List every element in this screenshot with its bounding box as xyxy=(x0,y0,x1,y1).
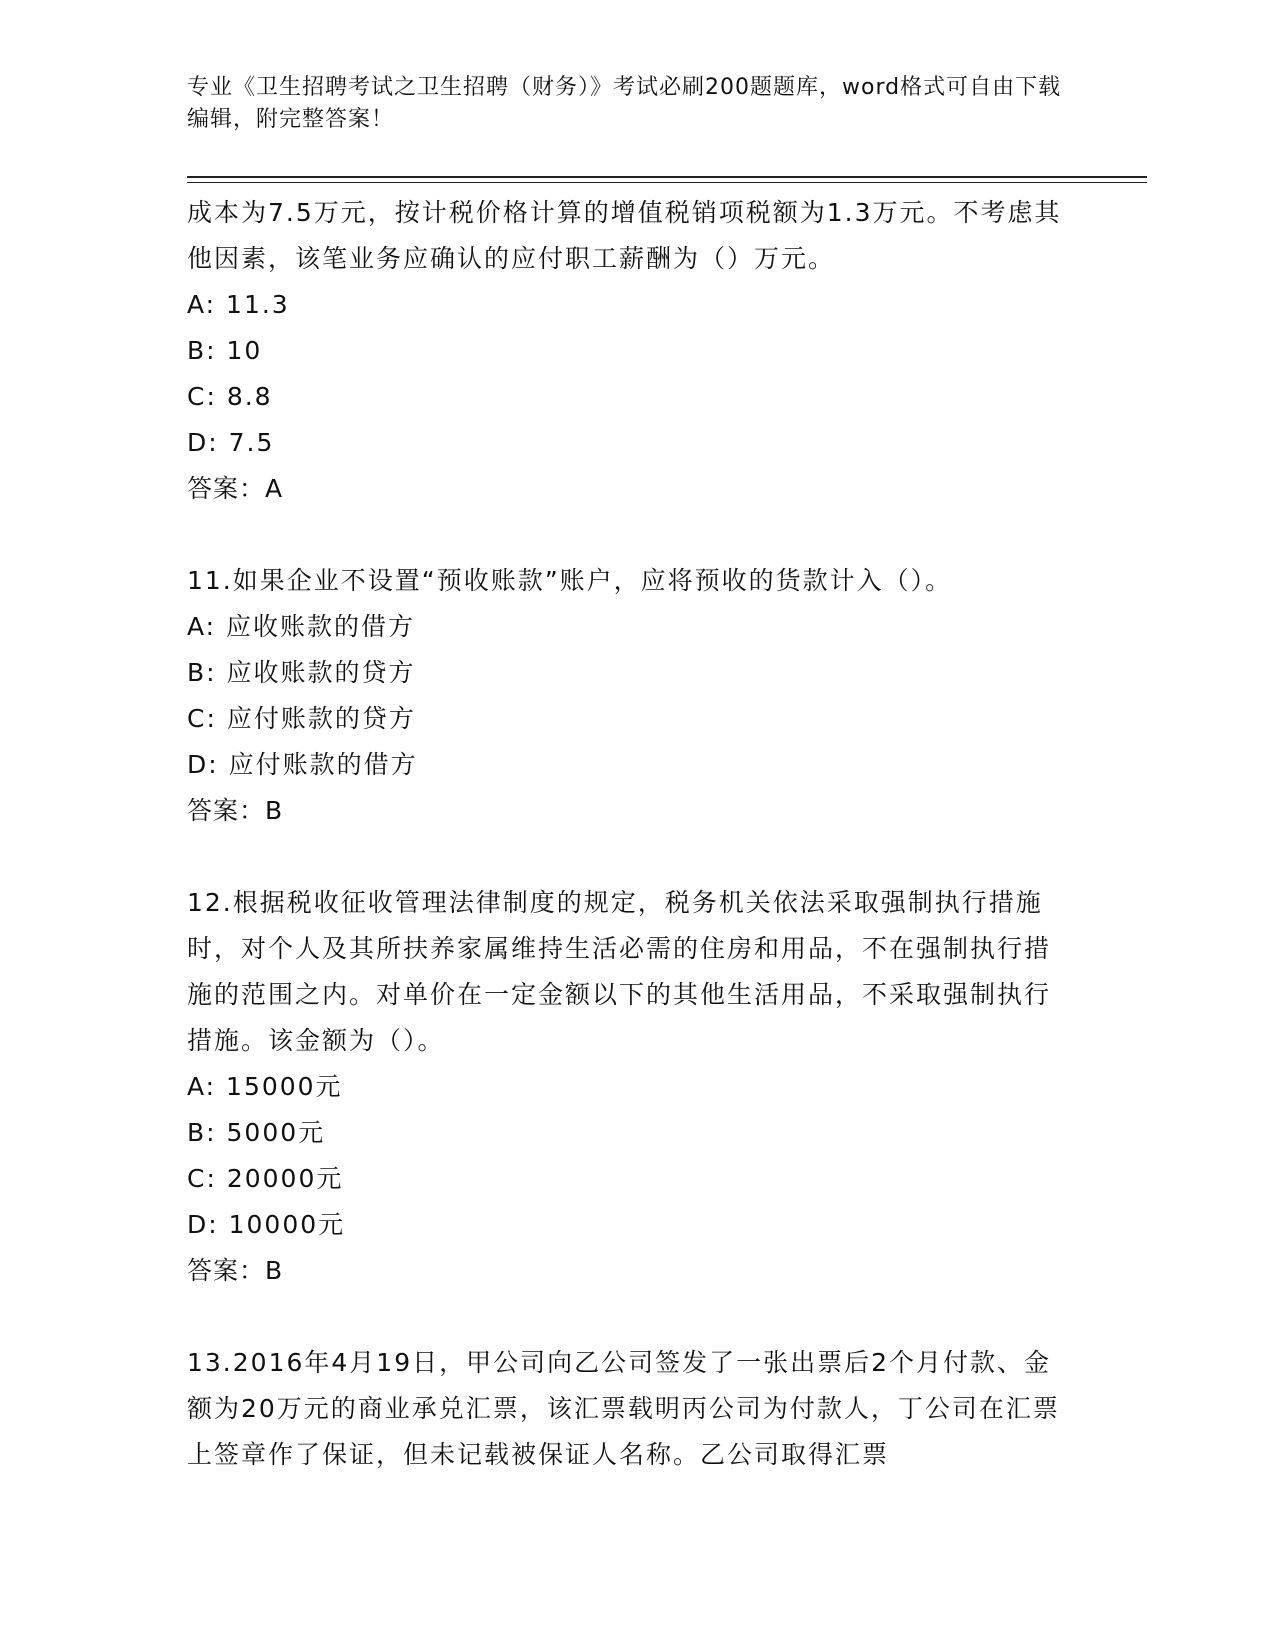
document-body xyxy=(187,190,1067,1478)
question-text: 13.2016年4月19日，甲公司向乙公司签发了一张出票后2个月付款、金额为20万元的商业承兑汇票，该汇票载明丙公司为付款人，丁公司在汇票上签章作了保证，但未记载被保证人名称。乙公司取得汇票 xyxy=(187,1348,1060,1469)
option-b: B: 10 xyxy=(187,336,263,365)
answer: 答案：A xyxy=(187,474,284,503)
question-block xyxy=(187,558,1067,834)
option-c: C: 20000元 xyxy=(187,1164,344,1193)
option-a: A: 11.3 xyxy=(187,290,290,319)
option-d: D: 10000元 xyxy=(187,1210,346,1239)
question-block xyxy=(187,1340,1067,1478)
document-header xyxy=(187,72,1067,136)
option-a: A: 应收账款的借方 xyxy=(187,612,416,641)
option-c: C: 应付账款的贷方 xyxy=(187,704,416,733)
question-text: 11.如果企业不设置“预收账款”账户，应将预收的货款计入（）。 xyxy=(187,566,953,595)
header-title: 专业《卫生招聘考试之卫生招聘（财务）》考试必刷200题题库，word格式可自由下载编辑，附完整答案！ xyxy=(187,75,1062,132)
question-block xyxy=(187,880,1067,1294)
option-c: C: 8.8 xyxy=(187,382,273,411)
answer: 答案：B xyxy=(187,1256,284,1285)
question-block xyxy=(187,190,1067,512)
header-rule xyxy=(187,176,1147,178)
option-d: D: 应付账款的借方 xyxy=(187,750,418,779)
option-b: B: 应收账款的贷方 xyxy=(187,658,416,687)
answer: 答案：B xyxy=(187,796,284,825)
option-a: A: 15000元 xyxy=(187,1072,343,1101)
option-b: B: 5000元 xyxy=(187,1118,326,1147)
header-rule-thin xyxy=(187,182,1147,183)
question-text: 成本为7.5万元，按计税价格计算的增值税销项税额为1.3万元。不考虑其他因素，该笔业务应确认的应付职工薪酬为（）万元。 xyxy=(187,198,1062,273)
question-text: 12.根据税收征收管理法律制度的规定，税务机关依法采取强制执行措施时，对个人及其所扶养家属维持生活必需的住房和用品，不在强制执行措施的范围之内。对单价在一定金额以下的其他生活用品，不采取强制执行措施。该金额为（）。 xyxy=(187,888,1052,1055)
option-d: D: 7.5 xyxy=(187,428,275,457)
